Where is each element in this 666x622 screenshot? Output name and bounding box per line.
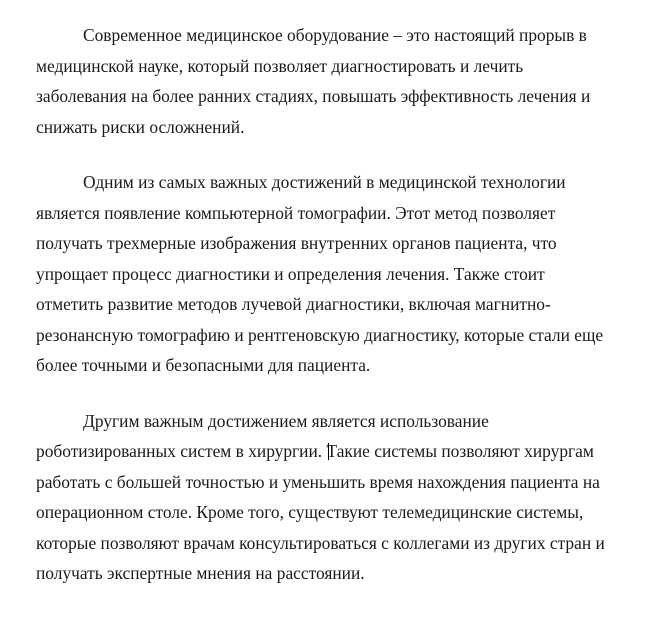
text-line: Другим важным достижением является использование: [83, 410, 489, 431]
text-line: которые позволяют врачам консультироваться с коллегами из других стран и: [36, 532, 605, 553]
text-line: отметить развитие методов лучевой диагностики, включая магнитно-: [36, 294, 551, 314]
text-line: является появление компьютерной томографии. Этот метод позволяет: [36, 202, 556, 223]
paragraph-1: [36, 20, 660, 142]
text-line: Современное медицинское оборудование – это настоящий прорыв в: [83, 25, 587, 45]
text-line: резонансную томографию и рентгеновскую диагностику, которые стали еще: [36, 324, 604, 345]
text-line: снижать риски осложнений.: [36, 116, 245, 137]
text-line: работать с большей точностью и уменьшить время нахождения пациента на: [36, 471, 600, 492]
text-line: заболевания на более ранних стадиях, повышать эффективность лечения и: [36, 86, 591, 106]
paragraph-2: [36, 167, 660, 381]
paragraph-3: [36, 406, 660, 589]
text-line: получать экспертные мнения на расстоянии.: [36, 563, 365, 583]
text-line: более точными и безопасными для пациента.: [36, 355, 371, 375]
text-line: получать трехмерные изображения внутренних органов пациента, что: [36, 233, 557, 253]
text-line: Одним из самых важных достижений в медицинской технологии: [83, 172, 566, 192]
text-line: [36, 436, 660, 467]
text-line: упрощает процесс диагностики и определения лечения. Также стоит: [36, 263, 545, 284]
text-segment-after-cursor: Такие системы позволяют хирургам: [326, 441, 594, 461]
text-line: операционном столе. Кроме того, существуют телемедицинские системы,: [36, 502, 584, 522]
text-segment-before-cursor: роботизированных систем в хирургии.: [36, 441, 323, 461]
text-line: медицинской науке, который позволяет диагностировать и лечить: [36, 55, 524, 76]
document-body[interactable]: [36, 20, 660, 614]
